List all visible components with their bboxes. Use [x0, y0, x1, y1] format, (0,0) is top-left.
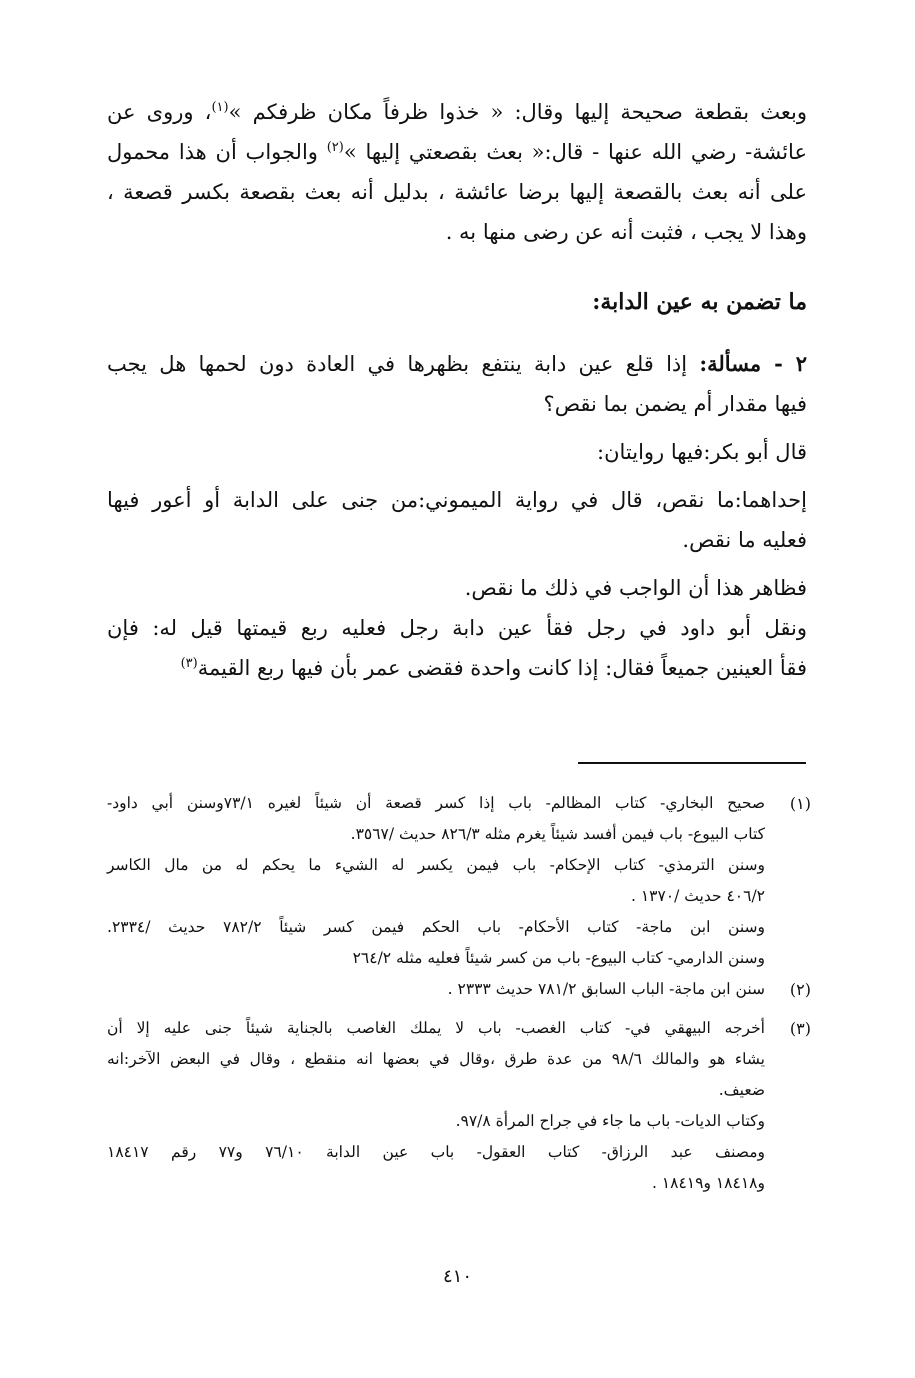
- footnote: [107, 788, 811, 974]
- footnote-line: سنن ابن ماجة- الباب السابق ٧٨١/٢ حديث ٢٣٣٣ .: [447, 980, 765, 998]
- text-span: فقأ العينين جميعاً فقال: إذا كانت واحدة فقضى عمر بأن فيها ربع القيمة: [197, 656, 807, 680]
- footnote-line: ضعيف.: [718, 1081, 765, 1099]
- footnote-line: يشاء هو والمالك ٩٨/٦ من عدة طرق ،وقال في بعضها انه منقطع ، وقال في البعض الآخر:انه: [107, 1050, 765, 1068]
- footnote-line: وسنن ابن ماجة- كتاب الأحكام- باب الحكم فيمن كسر شيئاً ٧٨٢/٢ حديث /٢٣٣٤.: [107, 918, 766, 936]
- section-heading: ما تضمن به عين الدابة:: [592, 289, 807, 315]
- footnotes: [107, 788, 811, 1199]
- spacer: [107, 252, 807, 282]
- text-line: [107, 648, 807, 688]
- text-line: ونقل أبو داود في رجل فقأ عين دابة رجل فعليه ربع قيمتها قيل له: فإن: [107, 616, 807, 640]
- footnote-line: أخرجه البيهقي في- كتاب الغصب- باب لا يملك الغاصب بالجناية شيئاً جنى عليه إلا أن: [107, 1019, 765, 1037]
- text-line: فظاهر هذا أن الواجب في ذلك ما نقص.: [464, 576, 807, 600]
- footnote-line: وسنن الترمذي- كتاب الإحكام- باب فيمن يكسر له الشيء ما يحكم له من مال الكاسر: [107, 856, 765, 874]
- footnote-line: و١٨٤١٨ و١٨٤١٩ .: [651, 1174, 765, 1192]
- text-span: ، وروى عن: [107, 100, 212, 124]
- text-line: [107, 132, 807, 172]
- text-line: إحداهما:ما نقص، قال في رواية الميموني:من جنى على الدابة أو أعور فيها: [107, 488, 807, 512]
- spacer: [107, 424, 807, 432]
- footnote: [107, 974, 811, 1005]
- issue-number: ٢ - مسألة:: [699, 351, 807, 376]
- text-line: فعليه ما نقص.: [682, 528, 807, 552]
- footnote-separator: [578, 762, 806, 764]
- footnote-reference: (١): [211, 100, 229, 115]
- footnote-line: وكتاب الديات- باب ما جاء في جراح المرأة ٩٧/٨.: [455, 1112, 765, 1130]
- text-span: إذا قلع عين دابة ينتفع بظهرها في العادة دون لحمها هل يجب: [107, 352, 688, 376]
- spacer: [107, 560, 807, 568]
- text-span: وبعث بقطعة صحيحة إليها وقال: « خذوا ظرفاً مكان ظرفكم »: [228, 100, 807, 124]
- text-line: على أنه بعث بالقصعة إليها برضا عائشة ، بدليل أنه بعث بقصعة بكسر قصعة ،: [107, 180, 807, 204]
- footnote-line: وسنن الدارمي- كتاب البيوع- باب من كسر شيئاً فعليه مثله ٢٦٤/٢: [352, 949, 765, 967]
- text-line: فيها مقدار أم يضمن بما نقص؟: [543, 392, 807, 416]
- text-span: عائشة- رضي الله عنها - قال:« بعث بقصعتي إليها »: [343, 140, 807, 164]
- text-line: [107, 344, 807, 384]
- footnote-number: (١): [789, 794, 811, 813]
- main-text: [107, 92, 807, 688]
- text-line: قال أبو بكر:فيها روايتان:: [597, 440, 807, 464]
- page-number: ٤١٠: [442, 1266, 472, 1287]
- text-line: [107, 92, 807, 132]
- spacer: [107, 322, 807, 344]
- text-line: وهذا لا يجب ، فثبت أنه عن رضى منها به .: [445, 220, 807, 244]
- footnote-number: (٣): [789, 1019, 811, 1038]
- footnote-line: ٤٠٦/٢ حديث /١٣٧٠ .: [630, 887, 765, 905]
- footnote-reference: (٣): [180, 656, 198, 671]
- footnote-line: كتاب البيوع- باب فيمن أفسد شيئاً يغرم مثله ٨٢٦/٣ حديث /٣٥٦٧.: [350, 825, 765, 843]
- spacer: [107, 472, 807, 480]
- footnote: [107, 1013, 811, 1199]
- text-span: والجواب أن هذا محمول: [107, 140, 318, 164]
- spacer: [107, 1005, 811, 1013]
- footnote-number: (٢): [789, 980, 811, 999]
- footnote-reference: (٢): [326, 140, 344, 155]
- footnote-line: صحيح البخاري- كتاب المظالم- باب إذا كسر قصعة أن شيئاً لغيره ٧٣/١وسنن أبي داود-: [107, 794, 765, 812]
- footnote-line: ومصنف عبد الرزاق- كتاب العقول- باب عين الدابة ٧٦/١٠ و٧٧ رقم ١٨٤١٧: [107, 1143, 765, 1161]
